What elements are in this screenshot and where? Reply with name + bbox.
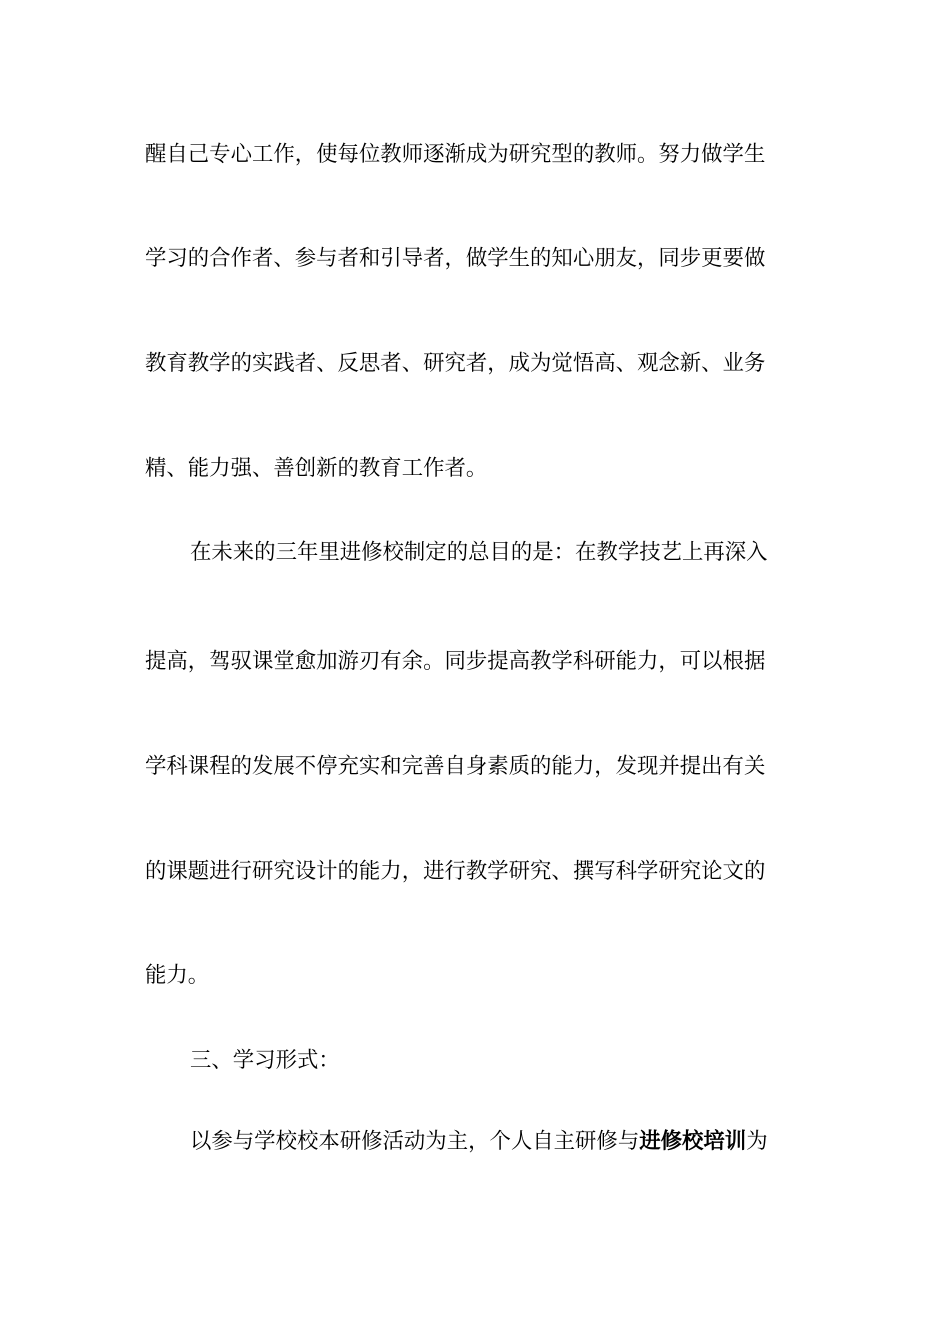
paragraph-line-4: 精、能力强、善创新的教育工作者。: [145, 456, 488, 481]
paragraph-line-2: 学习的合作者、参与者和引导者，做学生的知心朋友，同步更要做: [145, 246, 766, 271]
section-heading: 三、学习形式：: [190, 1048, 340, 1073]
last-line-text-after: 为: [746, 1129, 768, 1154]
last-line-text-before: 以参与学校校本研修活动为主，个人自主研修与: [190, 1129, 640, 1154]
paragraph-line-5: 在未来的三年里进修校制定的总目的是：在教学技艺上再深入: [190, 540, 768, 565]
paragraph-line-6: 提高，驾驭课堂愈加游刃有余。同步提高教学科研能力，可以根据: [145, 649, 766, 674]
paragraph-line-7: 学科课程的发展不停充实和完善自身素质的能力，发现并提出有关: [145, 754, 766, 779]
paragraph-line-1: 醒自己专心工作，使每位教师逐渐成为研究型的教师。努力做学生: [145, 142, 766, 167]
paragraph-line-8: 的课题进行研究设计的能力，进行教学研究、撰写科学研究论文的: [145, 859, 766, 884]
paragraph-line-3: 教育教学的实践者、反思者、研究者，成为觉悟高、观念新、业务: [145, 351, 766, 376]
last-line-bold-text: 进修校培训: [639, 1129, 747, 1154]
paragraph-line-9: 能力。: [145, 963, 210, 988]
paragraph-last-line: [190, 1124, 795, 1160]
